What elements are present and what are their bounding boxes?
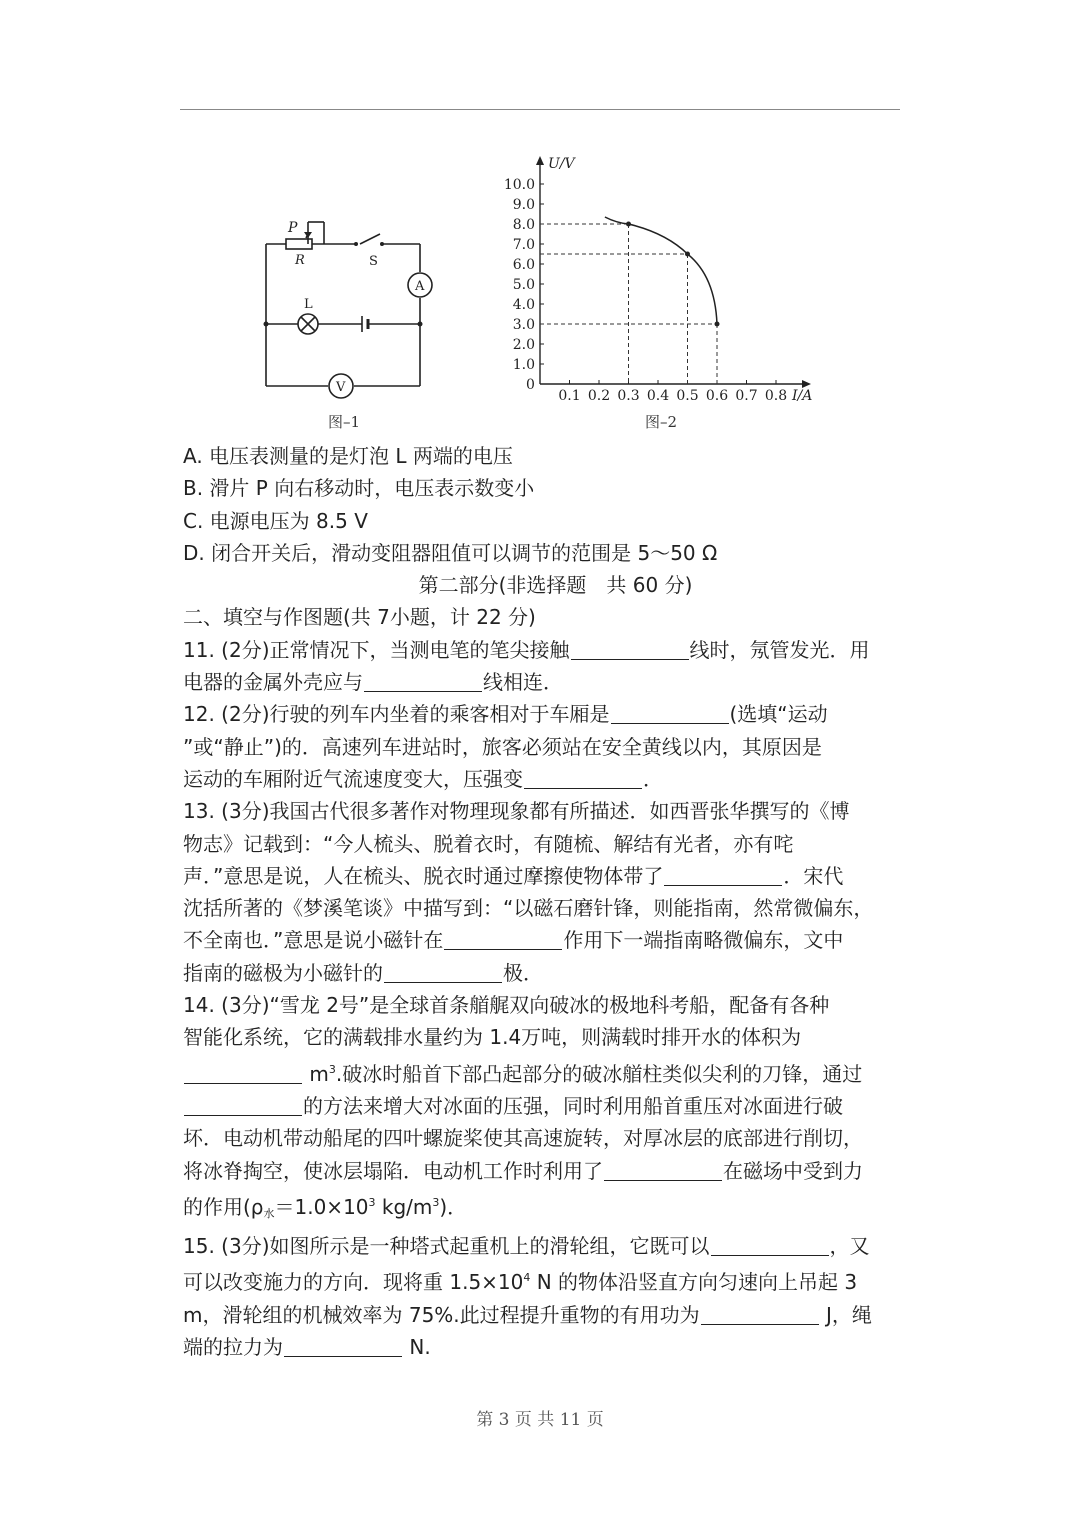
ui-chart [495,150,830,410]
label-R: R [295,253,305,268]
data-point [715,322,720,327]
answer-blank[interactable] [524,770,642,789]
q13-line3: 声．”意思是说，人在梳头、脱衣时通过摩擦使物体带了 ．宋代 [183,863,844,888]
q13-line4: 沈括所著的《梦溪笔谈》中描写到：“以磁石磨针锋，则能指南，然常微偏东， [183,896,874,921]
y-axis-arrow [536,156,544,165]
q13-line2: 物志》记载到：“今人梳头、脱着衣时，有随梳、解结有光者，亦有咤 [183,831,794,856]
option-c: C. 电源电压为 8.5 V [183,508,368,533]
data-point [685,252,690,257]
x-tick-label: 0.8 [764,388,788,404]
y-tick-label: 3.0 [512,317,535,333]
answer-blank[interactable] [284,1338,402,1357]
section-title: 第二部分(非选择题 共 60 分) [418,573,693,598]
answer-blank[interactable] [364,673,482,692]
answer-blank[interactable] [711,1237,829,1256]
x-tick-label: 0.3 [617,388,640,404]
answer-blank[interactable] [384,964,502,983]
option-a: A. 电压表测量的是灯泡 L 两端的电压 [183,444,513,468]
question-text [183,440,908,1363]
label-P: P [288,220,298,236]
x-tick-label: 0.6 [705,388,729,404]
q15-line4: 端的拉力为 N. [183,1335,431,1360]
answer-blank[interactable] [184,1097,302,1116]
answer-blank[interactable] [604,1162,722,1181]
y-tick-label: 7.0 [512,237,535,253]
x-axis-arrow [802,380,811,388]
y-tick-label: 5.0 [512,277,535,293]
q14-line6: 将冰脊掏空，使冰层塌陷．电动机工作时利用了 在磁场中受到力 [183,1158,863,1183]
option-d: D. 闭合开关后，滑动变阻器阻值可以调节的范围是 5～50 Ω [183,540,718,565]
circuit-diagram [250,210,440,405]
y-tick-label: 2.0 [512,337,535,353]
section-heading: 二、填空与作图题(共 7小题，计 22 分) [183,605,536,630]
data-point [626,222,631,227]
q11-line1: 11. (2分)正常情况下，当测电笔的笔尖接触 线时，氖管发光．用 [183,637,870,662]
answer-blank[interactable] [184,1065,302,1084]
answer-blank[interactable] [611,705,729,724]
circuit-figure [250,210,440,405]
y-tick-label: 4.0 [512,297,535,313]
option-b: B. 滑片 P 向右移动时，电压表示数变小 [183,476,535,501]
answer-blank[interactable] [571,641,689,660]
header-rule [180,109,900,110]
label-S: S [369,254,378,269]
y-tick-label: 10.0 [503,177,535,193]
label-L: L [304,297,313,312]
origin-label: 0 [526,377,535,393]
x-tick-label: 0.7 [735,388,758,404]
answer-blank[interactable] [664,867,782,886]
q14-line5: 坏．电动机带动船尾的四叶螺旋桨使其高速旋转，对厚冰层的底部进行削切， [183,1126,863,1151]
x-tick-label: 0.4 [646,388,670,404]
figure2-caption: 图–2 [645,413,678,431]
q14-line3: $m^3$.破冰时船首下部凸起部分的破冰艏柱类似尖利的刀锋，通过 [183,1054,908,1090]
x-tick-label: 0.2 [587,388,611,404]
figure1-caption: 图–1 [328,413,361,431]
q14-line1: 14. (3分)“雪龙 2号”是全球首条艏艉双向破冰的极地科考船，配备有各种 [183,993,830,1018]
q13-line1: 13. (3分)我国古代很多著作对物理现象都有所描述．如西晋张华撰写的《博 [183,799,850,824]
q13-line6: 指南的磁极为小磁针的 极． [183,960,543,985]
q12-line2: ”或“静止”)的．高速列车进站时，旅客必须站在安全黄线以内，其原因是 [183,734,822,759]
q14-line4: 的方法来增大对冰面的压强，同时利用船首重压对冰面进行破 [183,1090,908,1122]
ui-chart-figure [495,150,830,410]
q13-line5: 不全南也．”意思是说小磁针在 作用下一端指南略微偏东，文中 [183,928,844,953]
x-axis-label: I/A [792,388,813,404]
y-tick-label: 9.0 [512,197,535,213]
y-tick-label: 6.0 [512,257,535,273]
label-V: V [336,380,346,395]
series-line [605,217,717,324]
answer-blank[interactable] [701,1306,819,1325]
y-axis-label: U/V [548,156,575,172]
label-A: A [415,279,425,294]
answer-blank[interactable] [444,931,562,950]
q14-line7: 的作用($\rho_水=1.0\times 10^3$ $kg/m^3$)． [183,1194,468,1220]
q12-line3: 运动的车厢附近气流速度变大，压强变 ． [183,766,663,791]
q15-line2: 可以改变施力的方向．现将重 $1.5\times 10^4$ N 的物体沿竖直方向匀速向上吊起 3 [183,1270,858,1295]
y-tick-label: 8.0 [512,217,535,233]
q15-line3: m，滑轮组的机械效率为 75%.此过程提升重物的有用功为 J，绳 [183,1302,872,1327]
q11-line2: 电器的金属外壳应与 线相连． [183,670,563,695]
y-tick-label: 1.0 [512,357,535,373]
x-tick-label: 0.5 [676,388,699,404]
page-footer: 第 3 页 共 11 页 [476,1410,604,1430]
q14-line2: 智能化系统，它的满载排水量约为 1.4万吨，则满载时排开水的体积为 [183,1025,802,1050]
q12-line1: 12. (2分)行驶的列车内坐着的乘客相对于车厢是 (选填“运动 [183,702,828,727]
x-tick-label: 0.1 [558,388,581,404]
q15-line1: 15. (3分)如图所示是一种塔式起重机上的滑轮组，它既可以 ，又 [183,1234,870,1259]
